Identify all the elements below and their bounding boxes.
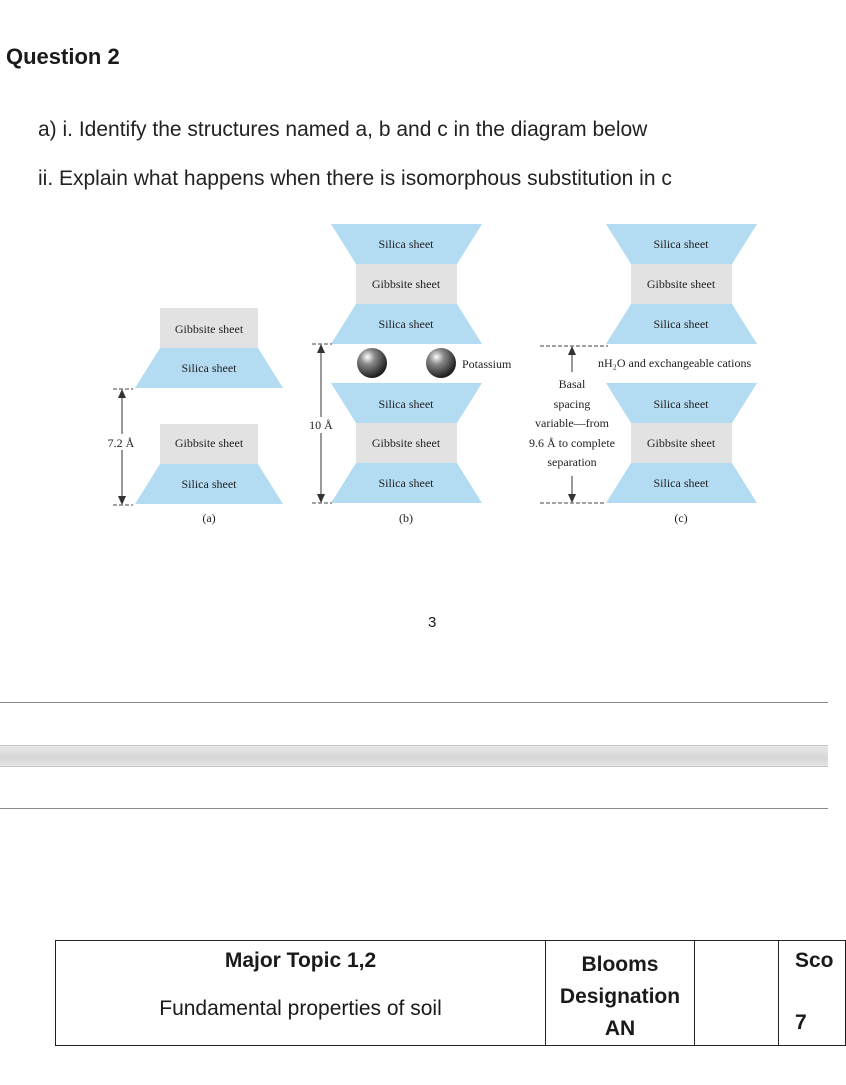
basal-spacing-line: spacing bbox=[553, 397, 591, 411]
topic-table bbox=[55, 940, 846, 1046]
question-part-b: ii. Explain what happens when there is isomorphous substitution in c bbox=[38, 167, 672, 190]
sheet-label: Gibbsite sheet bbox=[646, 436, 716, 450]
empty-cell bbox=[695, 941, 779, 1046]
score-value: 7 bbox=[795, 1011, 807, 1034]
dimension-label-a: 7.2 Å bbox=[107, 436, 135, 450]
score-label: Sco bbox=[795, 949, 834, 972]
caption-c: (c) bbox=[674, 511, 688, 525]
sheet-label: Silica sheet bbox=[653, 476, 709, 490]
potassium-ion bbox=[357, 348, 387, 378]
topic-text: Fundamental properties of soil bbox=[159, 997, 442, 1020]
question-part-a: a) i. Identify the structures named a, b and c in the diagram below bbox=[38, 118, 648, 141]
sheet-label: Silica sheet bbox=[653, 237, 709, 251]
caption-b: (b) bbox=[399, 511, 413, 525]
score-cell bbox=[779, 941, 846, 1046]
sheet-label: Gibbsite sheet bbox=[646, 277, 716, 291]
page-number: 3 bbox=[428, 614, 437, 631]
sheet-label: Gibbsite sheet bbox=[371, 277, 441, 291]
basal-spacing-line: Basal bbox=[558, 377, 586, 391]
potassium-label: Potassium bbox=[462, 357, 512, 371]
structure-c bbox=[529, 224, 757, 525]
divider-line bbox=[0, 808, 828, 809]
potassium-ion bbox=[426, 348, 456, 378]
sheet-label: Gibbsite sheet bbox=[174, 436, 244, 450]
designation-label: Designation bbox=[559, 985, 681, 1008]
sheet-label: Silica sheet bbox=[378, 397, 434, 411]
sheet-label: Silica sheet bbox=[653, 317, 709, 331]
sheet-label: Silica sheet bbox=[181, 477, 237, 491]
page-break-band bbox=[0, 745, 828, 767]
clay-structure-diagram bbox=[0, 210, 828, 540]
major-topic-label: Major Topic 1,2 bbox=[224, 949, 377, 972]
major-topic-cell bbox=[56, 941, 546, 1046]
caption-a: (a) bbox=[202, 511, 216, 525]
structure-a bbox=[103, 308, 283, 525]
dimension-label-b: 10 Å bbox=[309, 418, 333, 432]
structure-b bbox=[303, 224, 512, 525]
sheet-label: Gibbsite sheet bbox=[371, 436, 441, 450]
question-title: Question 2 bbox=[6, 44, 120, 69]
divider-line bbox=[0, 702, 828, 703]
basal-spacing-line: 9.6 Å to complete bbox=[529, 436, 615, 450]
sheet-label: Silica sheet bbox=[378, 237, 434, 251]
basal-spacing-line: variable—from bbox=[535, 416, 609, 430]
sheet-label: Silica sheet bbox=[378, 317, 434, 331]
blooms-label: Blooms bbox=[581, 953, 659, 976]
sheet-label: Silica sheet bbox=[378, 476, 434, 490]
sheet-label: Silica sheet bbox=[653, 397, 709, 411]
water-cations-label: nH₂O and exchangeable cations bbox=[598, 356, 752, 370]
blooms-value: AN bbox=[604, 1017, 636, 1040]
blooms-cell bbox=[546, 941, 695, 1046]
basal-spacing-line: separation bbox=[547, 455, 597, 469]
sheet-label: Silica sheet bbox=[181, 361, 237, 375]
sheet-label: Gibbsite sheet bbox=[174, 322, 244, 336]
